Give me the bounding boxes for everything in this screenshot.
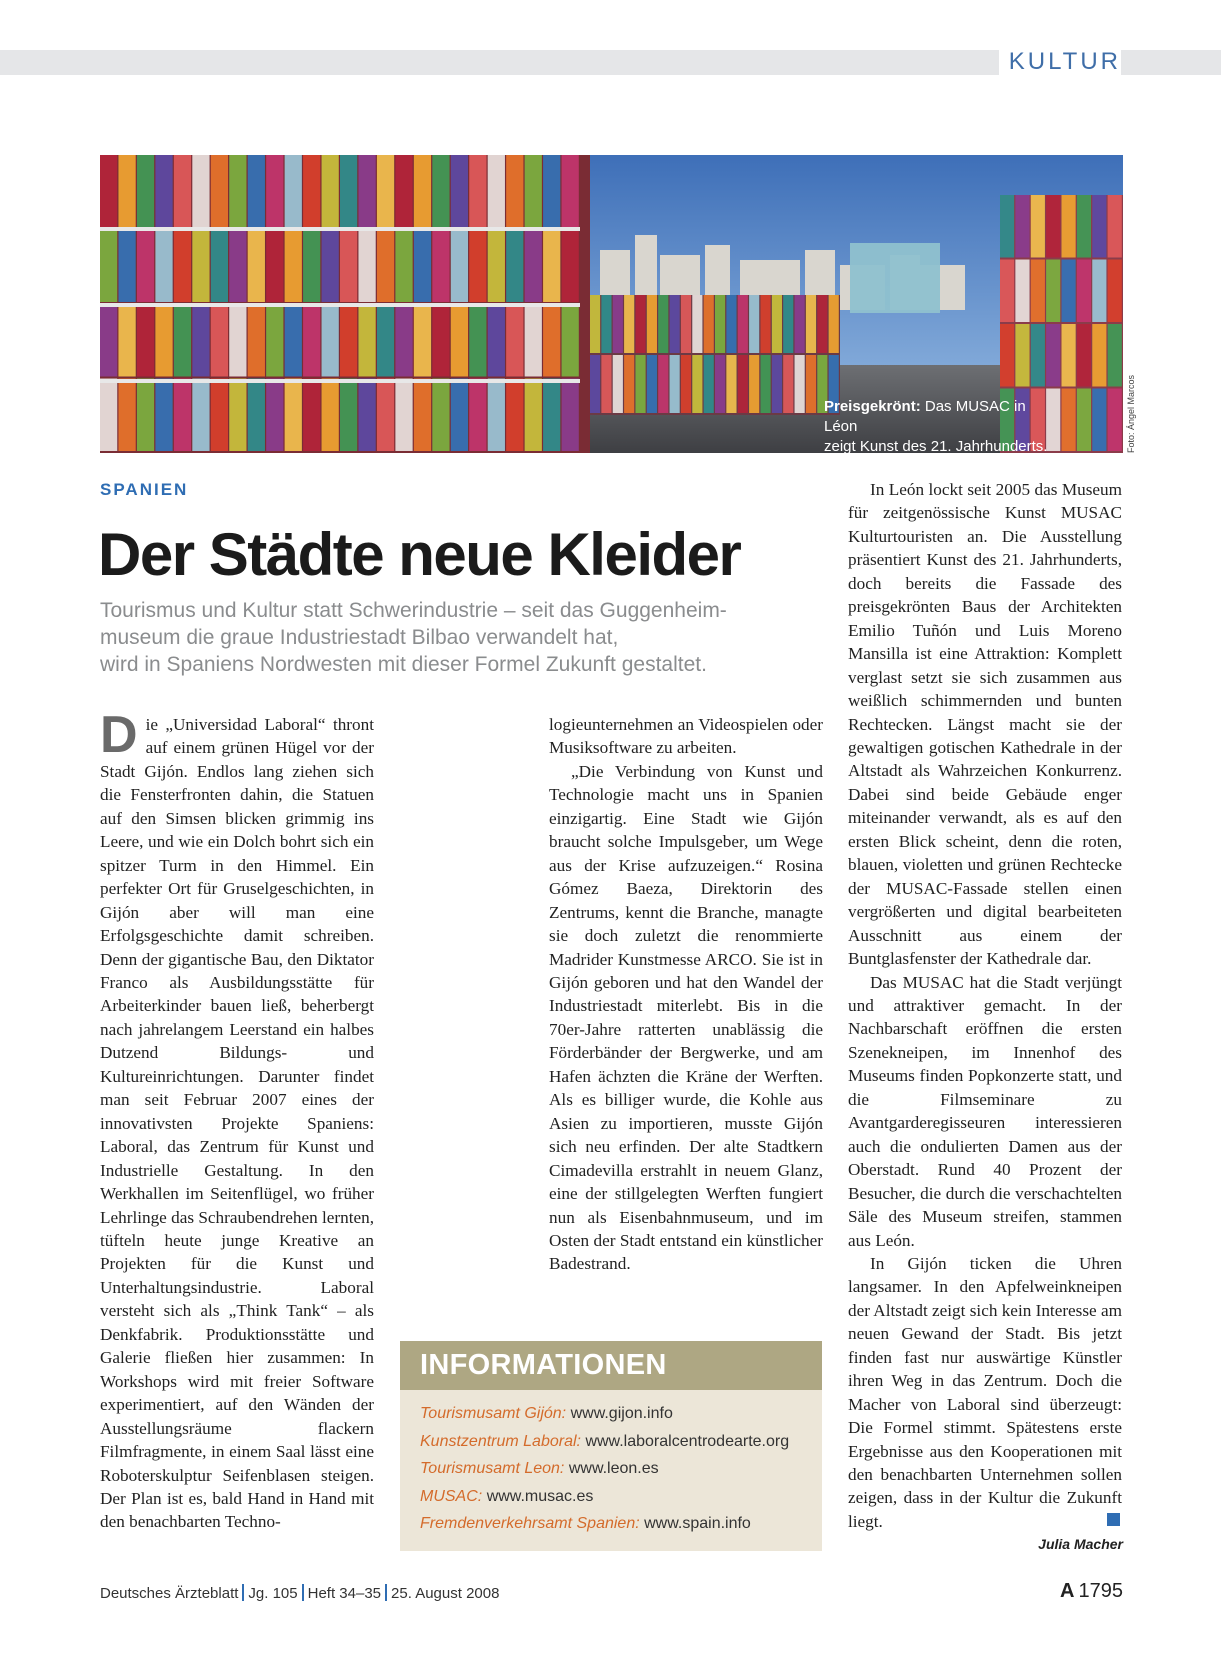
separator: [302, 1584, 304, 1601]
issue: Heft 34–35: [307, 1585, 382, 1602]
footer: [100, 1584, 499, 1602]
body-column-1: [100, 706, 374, 1534]
end-square-icon: [1107, 1513, 1120, 1526]
kicker: SPANIEN: [100, 480, 189, 499]
info-header: [400, 1341, 822, 1390]
info-link[interactable]: www.leon.es: [568, 1460, 659, 1477]
info-box: [400, 1341, 822, 1551]
caption-label: Preisgekrönt:: [824, 398, 921, 415]
info-item: [420, 1510, 822, 1538]
body-paragraph: In León lockt seit 2005 das Museum für zeitgenössische Kunst MUSAC Kulturtouristen an. Die Ausstellung präsentiert Kunst des 21. Jahrhunderts, doch bereits die Fassade des preisgekrönten Baus der Architekten Emilio Tuñón und Luis Moreno Mansilla ist eine Attraktion: Komplett verglast setzt sie sich zusammen aus weißlich schimmernden und bunten Rechtecken. Längst macht sie der gewaltigen gotischen Kathedrale in der Altstadt als Wahrzeichen Konkurrenz. Dabei sind beide Gebäude enger miteinander verwandt, als es auf den ersten Blick scheint, denn die roten, blauen, violetten und grünen Rechtecke der MUSAC-Fassade stellen einen vergrößerten und digital bearbeiteten Ausschnitt aus einem der Buntglasfenster der Kathedrale dar.: [848, 480, 1122, 969]
photo-credit: Foto: Ángel Marcos: [1126, 374, 1136, 453]
info-item: [420, 1428, 822, 1456]
body-paragraph: logieunternehmen an Videospielen oder Musiksoftware zu arbeiten.: [549, 715, 823, 758]
deck: [100, 597, 800, 678]
body-column-2: [549, 713, 823, 1276]
info-item: [420, 1483, 822, 1511]
headline: Der Städte neue Kleider: [98, 521, 741, 588]
deck-line: wird in Spaniens Nordwesten mit dieser Formel Zukunft gestaltet.: [100, 653, 707, 676]
volume: Jg. 105: [248, 1585, 298, 1602]
author: Julia Macher: [1038, 1536, 1123, 1552]
info-link[interactable]: www.spain.info: [644, 1515, 751, 1532]
info-link[interactable]: www.laboralcentrodearte.org: [585, 1432, 790, 1450]
body-paragraph: Das MUSAC hat die Stadt verjüngt und attraktiver gemacht. In der Nachbarschaft eröffnen die ersten Szenekneipen, im Innenhof des Museums finden Popkonzerte statt, und die Filmseminare zu Avantgarderegisseuren interessieren auch die ondulierten Damen aus der Oberstadt. Rund 40 Prozent der Besucher, die durch die verschachtelten Säle des Museum streifen, stammen aus León.: [848, 972, 1122, 1250]
info-item: [420, 1400, 822, 1428]
info-label: Tourismusamt Gijón:: [420, 1405, 567, 1422]
info-label: Kunstzentrum Laboral:: [420, 1432, 581, 1450]
journal-name: Deutsches Ärzteblatt: [100, 1585, 239, 1602]
body-paragraph: In Gijón ticken die Uhren langsamer. In den Apfelweinkneipen der Altstadt zeigt sich kein Interesse am neuen Gewand der Stadt. Bis jetzt finden fast nur auswärtige Künstler ihren Weg in das Zentrum. Doch die Macher von Laboral sind überzeugt: Die Formel stimmt. Spätestens erste Ergebnisse aus den Kooperationen mit den benachbarten Unternehmen sollen zeigen, dass in der Kultur die Zukunft liegt.: [848, 1253, 1122, 1531]
issue-date: 25. August 2008: [391, 1585, 500, 1602]
info-title: INFORMATIONEN: [420, 1349, 667, 1381]
separator: [242, 1584, 244, 1601]
info-label: MUSAC:: [420, 1487, 483, 1505]
deck-line: museum die graue Industriestadt Bilbao verwandelt hat,: [100, 626, 619, 649]
caption-line1: Das MUSAC in Léon: [824, 398, 1026, 435]
info-list: [400, 1390, 822, 1538]
photo-caption: [824, 397, 1054, 457]
deck-line: Tourismus und Kultur statt Schwerindustrie – seit das Guggenheim-: [100, 599, 727, 622]
caption-line2: zeigt Kunst des 21. Jahrhunderts.: [824, 438, 1048, 455]
info-label: Tourismusamt Leon:: [420, 1460, 565, 1477]
info-item: [420, 1455, 822, 1483]
body-paragraph: „Die Verbindung von Kunst und Technologie macht uns in Spanien einzigartig. Eine Stadt wie Gijón braucht solche Impulsgeber, um Wege aus der Krise aufzuzeigen.“ Rosina Gómez Baeza, Direktorin des Zentrums, kennt die Branche, managte sie doch zuletzt die renommierte Madrider Kunstmesse ARCO. Sie ist in Gijón geboren und hat den Wandel der Industriestadt miterlebt. Bis in die 70er-Jahre ratterten unablässig die Förderbänder der Bergwerke, und am Hafen ächzten die Kräne der Werften. Als es billiger wurde, die Kohle aus Asien zu importieren, musste Gijón sich neu erfinden. Der alte Stadtkern Cimadevilla erstrahlt in neuem Glanz, eine der stillgelegten Werften fungiert nun als Eisenbahnmuseum, und im Osten der Stadt entstand ein künstlicher Badestrand.: [549, 761, 823, 1274]
page-number-value: 1795: [1078, 1580, 1123, 1602]
info-link[interactable]: www.musac.es: [486, 1487, 594, 1505]
info-link[interactable]: www.gijon.info: [570, 1405, 673, 1422]
section-label: KULTUR: [999, 46, 1121, 78]
drop-cap: D: [100, 706, 138, 764]
body-column-3: [848, 478, 1122, 1533]
separator: [385, 1584, 387, 1601]
info-label: Fremdenverkehrsamt Spanien:: [420, 1515, 640, 1532]
body-paragraph: ie „Universidad Laboral“ thront auf einem grünen Hügel vor der Stadt Gijón. Endlos lang ziehen sich die Fensterfronten dahin, die Statuen auf den Simsen blicken grimmig ins Leere, und wie ein Dolch bohrt sich ein spitzer Turm in den Himmel. Ein perfekter Ort für Gruselgeschichten, in Gijón aber will man eine Erfolgsgeschichte damit schreiben. Denn der gigantische Bau, den Diktator Franco als Ausbildungsstätte für Arbeiterkinder bauen ließ, beherbergt nach jahrelangem Leerstand ein halbes Dutzend Bildungs- und Kultureinrichtungen. Darunter findet man seit Februar 2007 eines der innovativsten Projekte Spaniens: Laboral, das Zentrum für Kunst und Industrielle Gestaltung. In den Werkhallen im Seitenflügel, wo früher Lehrlinge das Schraubendrehen lernten, tüfteln heute junge Kreative an Projekten für die Kunst und Unterhaltungsindustrie. Laboral versteht sich als „Think Tank“ – als Denkfabrik. Produktionsstätte und Galerie fließen hier zusammen: In Workshops wird mit freier Software experimentiert, auf den Wänden der Ausstellungsräume flackern Filmfragmente, in einem Saal lässt eine Roboterskulptur Seifenblasen steigen. Der Plan ist es, bald Hand in Hand mit den benachbarten Techno-: [100, 715, 374, 1532]
page-prefix: A: [1060, 1580, 1075, 1602]
page-number: [1060, 1580, 1123, 1603]
